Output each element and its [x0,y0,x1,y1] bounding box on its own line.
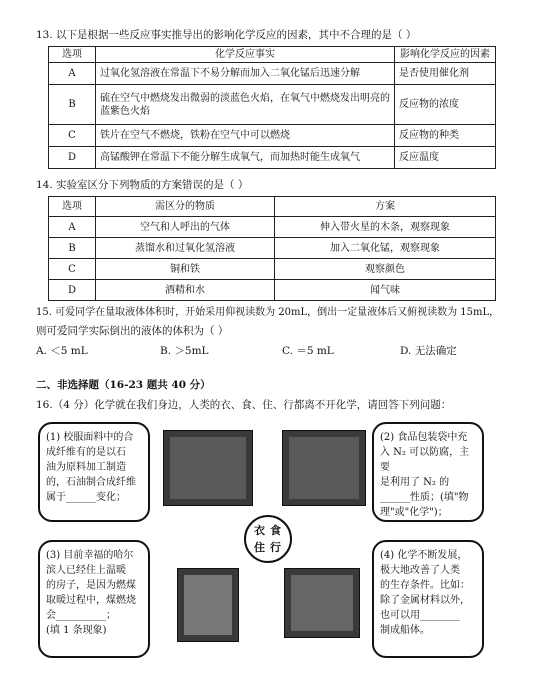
q13-row-c-factor: 反应物的种类 [395,125,496,147]
q13-row-c-fact: 铁片在空气不燃烧，铁粉在空气中可以燃烧 [96,125,395,147]
q13-row-b-option: B [49,85,96,125]
q16-box-3 [38,540,150,658]
q16-box-1-line: 油为原料加工制造 [46,462,126,473]
q14-row-d-option: D [49,280,96,301]
q14-row-d-substance: 酒精和水 [96,280,275,301]
q16-box-2-line: 入 N₂ 可以防腐，主要 [380,447,470,473]
q13-header-factor: 影响化学反应的因素 [395,47,496,63]
q14-header-option: 选项 [49,197,96,217]
q16-box-4-line: 制成船体。 [380,625,430,636]
q16-box-3-line: 滨人已经住上温暖 [46,565,126,576]
q13-row-b-fact: 硫在空气中燃烧发出微弱的淡蓝色火焰，在氧气中燃烧发出明亮的蓝紫色火焰 [96,85,395,125]
house-photo [177,568,239,642]
q14-row-a-option: A [49,217,96,238]
q15-line1: 15. 可爱同学在量取液体体积时，开始采用仰视读数为 20mL，倒出一定量液体后又俯视读数为 15mL， [36,307,500,318]
wheel-char-shi: 食 [270,524,281,537]
q14-row-c-option: C [49,259,96,280]
ship-photo [284,568,360,638]
q15-option-b: B. ＞5mL [160,345,209,357]
q14-row-c-substance: 铜和铁 [96,259,275,280]
q16-box-2-line: (2) 食品包装袋中充 [380,432,468,443]
q13-stem: 13. 以下是根据一些反应事实推导出的影响化学反应的因素，其中不合理的是（ ） [36,29,417,41]
q15-option-d: D. 无法确定 [400,345,457,357]
q13-row-b-factor: 反应物的浓度 [395,85,496,125]
q15-option-a: A. ＜5 mL [36,345,88,357]
q16-box-2 [372,422,484,522]
q14-row-a-substance: 空气和人呼出的气体 [96,217,275,238]
q13-header-fact: 化学反应事实 [96,47,395,63]
q16-box-3-line: (填 1 条现象) [46,625,107,636]
q16-box-1-line: 属于______变化； [46,492,126,503]
q16-box-3-line: 会__________； [46,610,116,621]
q16-box-1-line: 成纤维有的是以石 [46,447,126,458]
q14-row-b-plan: 加入二氧化锰，观察现象 [275,238,496,259]
q16-box-4 [372,540,484,658]
q16-box-4-line: 除了金属材料以外， [380,595,470,606]
q14-stem: 14. 实验室区分下列物质的方案错误的是（ ） [36,179,249,191]
q16-box-2-line: 理"或"化学")； [380,507,448,518]
q14-table [48,196,496,301]
q13-row-c-option: C [49,125,96,147]
q16-box-4-line: 的生存条件。比如： [380,580,470,591]
q16-box-2-line: ______性质；(填"物 [380,492,469,503]
q16-box-4-line: (4) 化学不断发展， [380,550,468,561]
q16-box-3-line: 取暖过程中，煤燃烧 [46,595,136,606]
q13-row-d-fact: 高锰酸钾在常温下不能分解生成氧气，而加热时能生成氧气 [96,147,395,169]
q16-box-4-line: 极大地改善了人类 [380,565,460,576]
clothing-food-housing-transport-wheel [244,515,292,563]
q15-line2: 则可爱同学实际倒出的液体的体积为（ ） [36,325,229,337]
q16-box-1 [38,422,150,522]
q14-row-b-option: B [49,238,96,259]
q14-row-c-plan: 观察颜色 [275,259,496,280]
q16-box-1-line: (1) 校服面料中的合 [46,432,134,443]
q14-row-a-plan: 伸入带火星的木条，观察现象 [275,217,496,238]
wheel-char-zhu: 住 [254,541,265,554]
q14-row-b-substance: 蒸馏水和过氧化氢溶液 [96,238,275,259]
section-2-heading: 二、非选择题（16-23 题共 40 分） [36,379,211,391]
q13-row-a-fact: 过氧化氢溶液在常温下不易分解而加入二氧化锰后迅速分解 [96,63,395,85]
q14-row-d-plan: 闻气味 [275,280,496,301]
q13-row-d-option: D [49,147,96,169]
q13-row-a-option: A [49,63,96,85]
wheel-char-yi: 衣 [254,524,265,537]
q14-header-plan: 方案 [275,197,496,217]
q13-row-a-factor: 是否使用催化剂 [395,63,496,85]
q13-header-option: 选项 [49,47,96,63]
classroom-photo [163,430,253,506]
q13-table [48,46,496,169]
q16-stem: 16.（4 分）化学就在我们身边，人类的衣、食、住、行都离不开化学，请回答下列问题： [36,399,452,411]
q14-header-substance: 需区分的物质 [96,197,275,217]
q13-row-d-factor: 反应温度 [395,147,496,169]
q16-box-1-line: 的，石油制合成纤维 [46,477,136,488]
food-photo [282,430,366,506]
q15-option-c: C. ＝5 mL [282,345,334,357]
q16-box-4-line: 也可以用________ [380,610,460,621]
wheel-char-xing: 行 [270,541,281,554]
q16-box-3-line: 的房子，是因为燃煤 [46,580,136,591]
q16-box-3-line: (3) 目前幸福的哈尔 [46,550,134,561]
q16-box-2-line: 是利用了 N₂ 的 [380,477,450,488]
